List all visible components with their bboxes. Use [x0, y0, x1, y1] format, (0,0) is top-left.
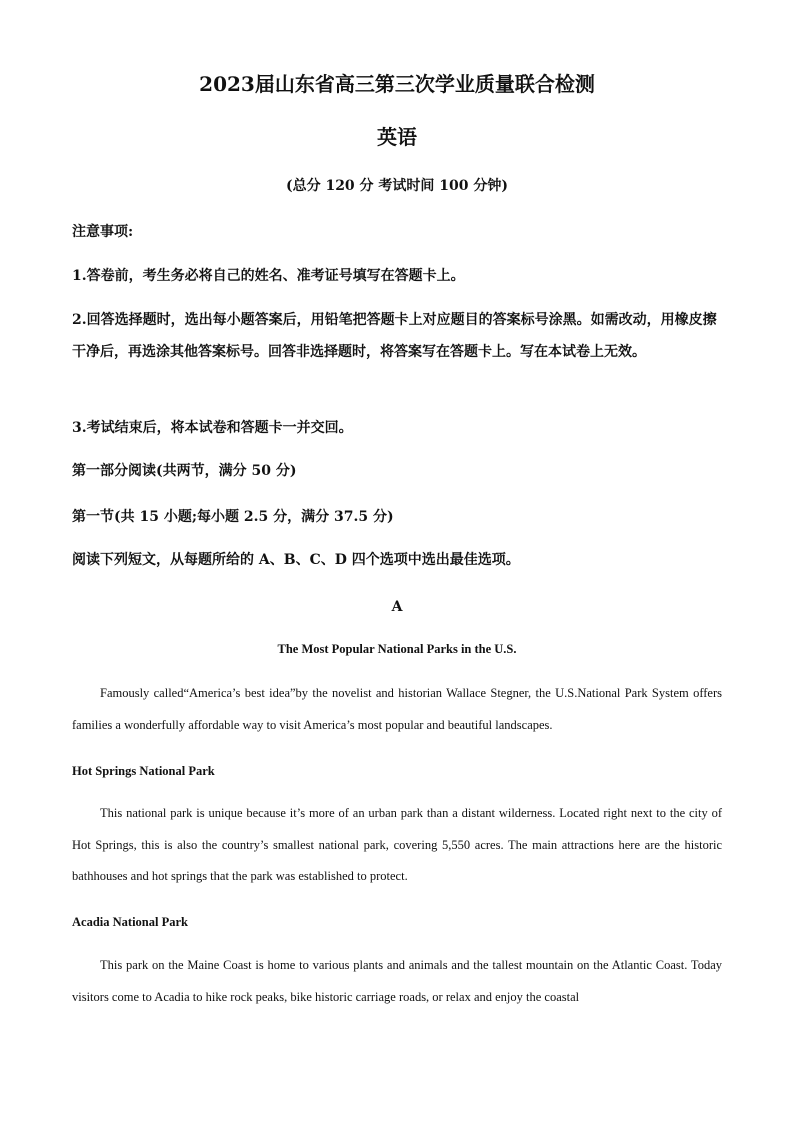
- exam-page: [72, 0, 722, 1123]
- park-heading-acadia: Acadia National Park: [72, 915, 188, 929]
- reading-instruction: 阅读下列短文，从每题所给的 A、B、C、D 四个选项中选出最佳选项。: [72, 552, 520, 568]
- passage-title: The Most Popular National Parks in the U.S.: [277, 642, 517, 656]
- note-item-2: 2.回答选择题时，选出每小题答案后，用铅笔把答题卡上对应题目的答案标号涂黑。如需改动，用橡皮擦干净后，再选涂其他答案标号。回答非选择题时，将答案写在答题卡上。写在本试卷上无效。: [72, 312, 717, 360]
- park-text-hot-springs: This national park is unique because it’s more of an urban park than a distant wilderness. Located right next to the city of Hot Springs, this is also the country’s smallest national park, covering 5,550 acres. The main attractions here are the historic bathhouses and hot springs that the park was established to protect.: [72, 806, 722, 883]
- exam-meta: (总分 120 分 考试时间 100 分钟): [285, 178, 509, 194]
- passage-letter: A: [391, 599, 403, 615]
- exam-title: 2023届山东省高三第三次学业质量联合检测: [199, 72, 595, 96]
- park-heading-hot-springs: Hot Springs National Park: [72, 764, 215, 778]
- section-one-heading: 第一节(共 15 小题;每小题 2.5 分，满分 37.5 分): [72, 509, 394, 525]
- note-item-3: 3.考试结束后，将本试卷和答题卡一并交回。: [72, 420, 353, 436]
- exam-subject: 英语: [377, 125, 417, 149]
- part-one-heading: 第一部分阅读(共两节，满分 50 分): [72, 463, 297, 479]
- note-item-1: 1.答卷前，考生务必将自己的姓名、准考证号填写在答题卡上。: [72, 268, 465, 284]
- notes-heading: 注意事项:: [72, 224, 134, 240]
- passage-intro: Famously called“America’s best idea”by the novelist and historian Wallace Stegner, the U.S.National Park System offers families a wonderfully affordable way to visit America’s most popular and beautiful landscapes.: [72, 686, 722, 732]
- park-text-acadia: This park on the Maine Coast is home to various plants and animals and the tallest mountain on the Atlantic Coast. Today visitors come to Acadia to hike rock peaks, bike historic carriage roads, or relax and enjoy the coastal: [72, 958, 722, 1004]
